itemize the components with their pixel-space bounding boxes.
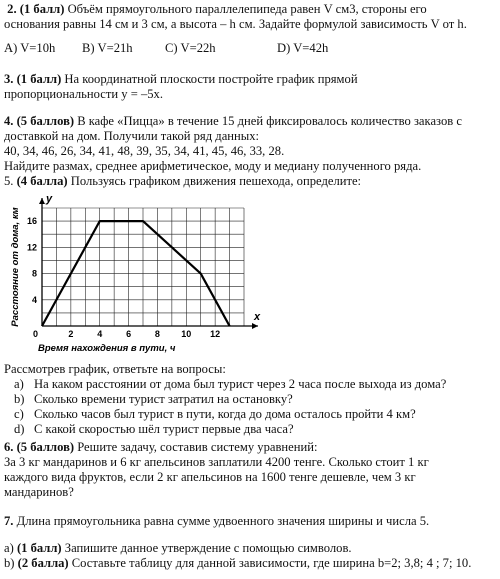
- y-tick-label: 4: [31, 294, 37, 305]
- question-2-text-2: основания равны 14 см и 3 см, а высота – h см. Задайте формулой зависимость V от h.: [4, 17, 467, 31]
- x-tick-label: 4: [97, 329, 103, 339]
- question-6-text-4: мандаринов?: [4, 485, 74, 499]
- question-7-part-a: [4, 541, 496, 556]
- x-tick-label: 2: [68, 329, 74, 339]
- question-7-line-1: [4, 514, 496, 529]
- question-6: [4, 440, 496, 500]
- question-7-number: 7.: [4, 514, 14, 528]
- question-2-line-1: [4, 2, 496, 17]
- question-4-text-1: В кафе «Пицца» в течение 15 дней фиксировалось количество заказов с: [74, 114, 462, 128]
- item-mark: d): [14, 422, 25, 436]
- y-tick-label: 8: [31, 268, 37, 279]
- y-tick-label: 16: [26, 216, 37, 227]
- question-2: [4, 2, 496, 56]
- part-b-text: Составьте таблицу для данной зависимости, где ширина b=2; 3,8; 4 ; 7; 10.: [68, 556, 472, 570]
- question-3-text-1: На координатной плоскости постройте график прямой: [61, 72, 358, 86]
- item-text: На каком расстоянии от дома был турист через 2 часа после выхода из дома?: [34, 377, 447, 391]
- x-tick-label: 12: [210, 329, 221, 339]
- question-3-number: 3.: [4, 72, 14, 86]
- question-2-options: [4, 41, 496, 56]
- part-b-points: (2 балла): [17, 556, 69, 570]
- item-text: Сколько времени турист затратил на остановку?: [34, 392, 293, 406]
- y-axis-title: Расстояние от дома, км: [10, 207, 21, 327]
- origin-label: 0: [33, 329, 39, 339]
- question-4-text-2: доставкой на дом. Получили такой ряд данных:: [4, 129, 260, 143]
- question-5-text-1: Пользуясь графиком движения пешехода, определите:: [67, 174, 362, 188]
- x-axis-arrow: [252, 323, 258, 329]
- question-6-text-1: Решите задачу, составив систему уравнений:: [74, 440, 318, 454]
- x-tick-label: 6: [126, 329, 132, 339]
- part-a-mark: a): [4, 541, 14, 555]
- part-a-text: Запишите данное утверждение с помощью символов.: [61, 541, 352, 555]
- question-4-line-1: [4, 114, 496, 129]
- question-2-number: 2.: [7, 2, 17, 16]
- question-5-list: [4, 377, 496, 437]
- question-4-number: 4.: [4, 114, 14, 128]
- pedestrian-motion-chart: [10, 191, 300, 361]
- x-axis-letter: x: [254, 311, 261, 323]
- item-mark: c): [14, 407, 24, 421]
- question-7-part-b: [4, 556, 496, 571]
- part-b-mark: b): [4, 556, 15, 570]
- question-2-points: (1 балл): [19, 2, 65, 16]
- part-a-points: (1 балл): [16, 541, 62, 555]
- question-5-intro: Рассмотрев график, ответьте на вопросы:: [4, 362, 226, 376]
- question-4: [4, 114, 496, 174]
- list-item: [4, 392, 496, 407]
- chart-svg: [10, 191, 300, 361]
- option-d: D) V=42h: [277, 41, 329, 55]
- question-7: [4, 514, 496, 571]
- question-6-points: (5 баллов): [16, 440, 75, 454]
- option-b: B) V=21h: [82, 41, 133, 55]
- list-item: [4, 377, 496, 392]
- option-c: C) V=22h: [165, 41, 216, 55]
- question-6-line-1: [4, 440, 496, 455]
- question-4-text-4: Найдите размах, среднее арифметическое, моду и медиану полученного ряда.: [4, 159, 422, 173]
- question-2-text-1: Объём прямоугольного параллелепипеда равен V см3, стороны его: [64, 2, 427, 16]
- option-a: A) V=10h: [4, 41, 56, 55]
- question-3: [4, 72, 496, 102]
- question-3-points: (1 балл): [16, 72, 62, 86]
- question-5-line-1: [4, 174, 496, 189]
- y-axis-letter: y: [46, 193, 53, 205]
- item-text: С какой скоростью шёл турист первые два часа?: [34, 422, 294, 436]
- list-item: [4, 422, 496, 437]
- question-6-text-2: За 3 кг мандаринов и 6 кг апельсинов заплатили 4200 тенге. Сколько стоит 1 кг: [4, 455, 429, 469]
- question-6-text-3: каждого вида фруктов, если 2 кг апельсинов на 1600 тенге дешевле, чем 3 кг: [4, 470, 416, 484]
- item-mark: b): [14, 392, 25, 406]
- y-tick-label: 12: [26, 242, 37, 253]
- question-5-points: (4 балла): [16, 174, 68, 188]
- question-5-number: 5.: [4, 174, 14, 188]
- x-axis-title: Время нахождения в пути, ч: [38, 343, 176, 354]
- question-7-text-1: Длина прямоугольника равна сумме удвоенного значения ширины и числа 5.: [13, 514, 430, 528]
- item-mark: a): [14, 377, 24, 391]
- x-tick-label: 8: [154, 329, 160, 339]
- question-4-data-series: 40, 34, 46, 26, 34, 41, 48, 39, 35, 34, 41, 45, 46, 33, 28.: [4, 144, 285, 158]
- y-axis-arrow: [39, 198, 45, 204]
- question-6-number: 6.: [4, 440, 14, 454]
- question-5: [4, 174, 496, 189]
- x-tick-label: 10: [181, 329, 192, 339]
- question-3-text-2: пропорциональности y = –5x.: [4, 87, 163, 101]
- question-3-line-1: [4, 72, 496, 87]
- question-4-points: (5 баллов): [16, 114, 75, 128]
- list-item: [4, 407, 496, 422]
- item-text: Сколько часов был турист в пути, когда до дома осталось пройти 4 км?: [34, 407, 416, 421]
- question-5-questions: [4, 362, 496, 437]
